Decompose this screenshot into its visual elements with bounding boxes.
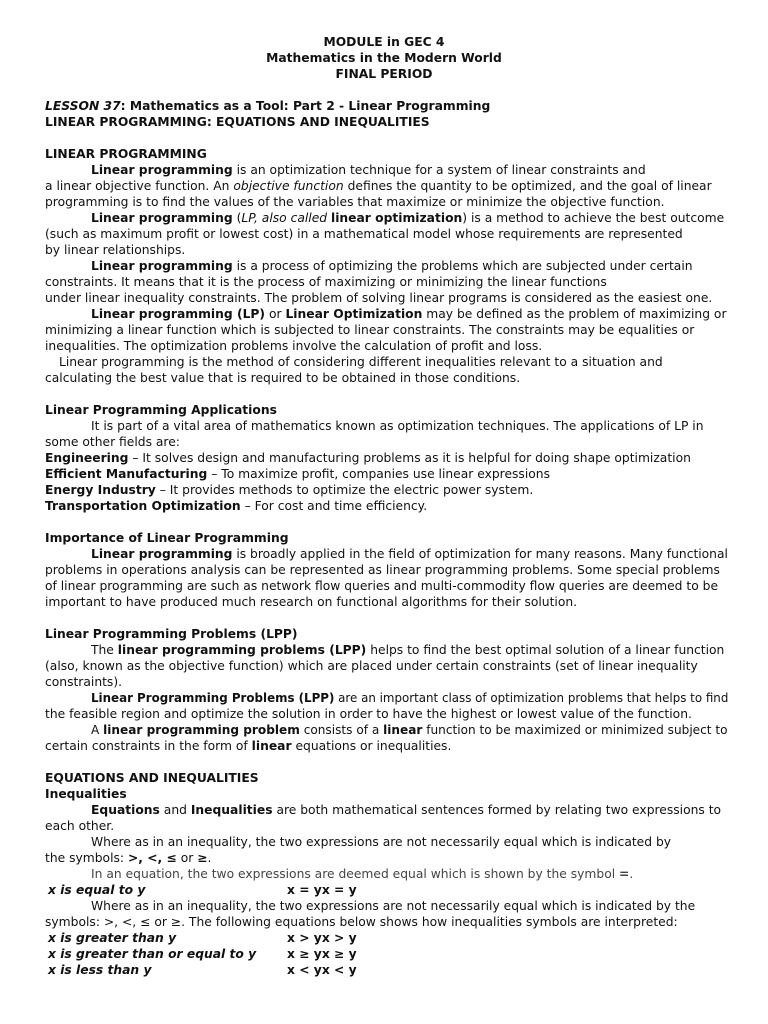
lp-p1-line1: Linear programming is an optimization technique for a system of linear constraints and (91, 163, 646, 177)
section-heading-importance: Importance of Linear Programming (45, 531, 289, 545)
lpp-p2-line2: the feasible region and optimize the solution in order to have the highest or lowest value of the function. (45, 707, 692, 721)
relation-expr-greater-equal: x ≥ yx ≥ y (287, 947, 357, 961)
lp-p1-line2: a linear objective function. An objective function defines the quantity to be optimized, and the goal of linear (45, 179, 712, 193)
relation-expr-equal: x = yx = y (287, 883, 357, 897)
subheading-inequalities: Inequalities (45, 787, 127, 801)
lp-p3-line2: constraints. It means that it is the process of maximizing or minimizing the linear functions (45, 275, 607, 289)
applications-intro-line2: some other fields are: (45, 435, 180, 449)
lp-p5-line1: Linear programming is the method of considering different inequalities relevant to a situation and (59, 355, 663, 369)
relation-label-greater-equal: x is greater than or equal to y (48, 947, 257, 961)
lesson-label: LESSON 37 (45, 99, 121, 113)
module-title: MODULE in GEC 4 (323, 35, 445, 49)
lpp-p3-line1: A linear programming problem consists of a linear function to be maximized or minimized subject to (91, 723, 728, 737)
lp-p2-line3: by linear relationships. (45, 243, 186, 257)
application-item-energy: Energy Industry – It provides methods to optimize the electric power system. (45, 483, 534, 497)
lp-p4-line1: Linear programming (LP) or Linear Optimization may be defined as the problem of maximizing or (91, 307, 727, 321)
section-heading-lpp: Linear Programming Problems (LPP) (45, 627, 298, 641)
importance-line2: problems in operations analysis can be represented as linear programming problems. Some special problems (45, 563, 720, 577)
lpp-p1-line2: (also, known as the objective function) which are placed under certain constraints (set of linear inequality (45, 659, 698, 673)
relation-expr-greater: x > yx > y (287, 931, 357, 945)
application-item-manufacturing: Efficient Manufacturing – To maximize profit, companies use linear expressions (45, 467, 550, 481)
eq-p2-line1: Where as in an inequality, the two expressions are not necessarily equal which is indicated by (91, 835, 672, 849)
eq-p1-line1: Equations and Inequalities are both mathematical sentences formed by relating two expressions to (91, 803, 722, 817)
section-heading-applications: Linear Programming Applications (45, 403, 277, 417)
relation-label-greater: x is greater than y (48, 931, 177, 945)
period-title: FINAL PERIOD (335, 67, 433, 81)
lesson-subtitle: LINEAR PROGRAMMING: EQUATIONS AND INEQUALITIES (45, 115, 430, 129)
relation-label-less: x is less than y (48, 963, 152, 977)
importance-line3: of linear programming are such as network flow queries and multi-commodity flow queries are deemed to be (45, 579, 719, 593)
section-heading-equations: EQUATIONS AND INEQUALITIES (45, 771, 259, 785)
lpp-p3-line2: certain constraints in the form of linear equations or inequalities. (45, 739, 452, 753)
applications-intro-line1: It is part of a vital area of mathematics known as optimization techniques. The applications of LP in (91, 419, 704, 433)
eq-p3-line1: In an equation, the two expressions are deemed equal which is shown by the symbol =. (91, 867, 634, 881)
application-item-transportation: Transportation Optimization – For cost and time efficiency. (45, 499, 428, 513)
course-title: Mathematics in the Modern World (266, 51, 502, 65)
relation-expr-less: x < yx < y (287, 963, 357, 977)
lp-p2-line2: (such as maximum profit or lowest cost) in a mathematical model whose requirements are represented (45, 227, 683, 241)
lp-p5-line2: calculating the best value that is required to be obtained in those conditions. (45, 371, 521, 385)
relation-label-equal: x is equal to y (48, 883, 146, 897)
application-item-engineering: Engineering – It solves design and manufacturing problems as it is helpful for doing shape optimization (45, 451, 691, 465)
lp-p2-line1: Linear programming (LP, also called linear optimization) is a method to achieve the best outcome (91, 211, 725, 225)
eq-p4-line2: symbols: >, <, ≤ or ≥. The following equations below shows how inequalities symbols are interpreted: (45, 915, 678, 929)
eq-p1-line2: each other. (45, 819, 115, 833)
eq-p4-line1: Where as in an inequality, the two expressions are not necessarily equal which is indicated by the (91, 899, 696, 913)
lp-p3-line1: Linear programming is a process of optimizing the problems which are subjected under certain (91, 259, 693, 273)
importance-line1: Linear programming is broadly applied in the field of optimization for many reasons. Many functional (91, 547, 728, 561)
lp-p4-line2: minimizing a linear function which is subjected to linear constraints. The constraints may be equalities or (45, 323, 695, 337)
section-heading-lp: LINEAR PROGRAMMING (45, 147, 207, 161)
importance-line4: important to have produced much research on functional algorithms for their solution. (45, 595, 578, 609)
eq-p2-line2: the symbols: >, <, ≤ or ≥. (45, 851, 212, 865)
lesson-title: LESSON 37: Mathematics as a Tool: Part 2 - Linear Programming (45, 99, 491, 113)
lp-p1-line3: programming is to find the values of the variables that maximize or minimize the objective function. (45, 195, 665, 209)
lpp-p1-line1: The linear programming problems (LPP) helps to find the best optimal solution of a linear function (91, 643, 725, 657)
lpp-p1-line3: constraints). (45, 675, 123, 689)
lp-p4-line3: inequalities. The optimization problems involve the calculation of profit and loss. (45, 339, 543, 353)
lpp-p2-line1: Linear Programming Problems (LPP) are an important class of optimization problems that helps to find (91, 691, 729, 705)
lp-p3-line3: under linear inequality constraints. The problem of solving linear programs is considered as the easiest one. (45, 291, 713, 305)
